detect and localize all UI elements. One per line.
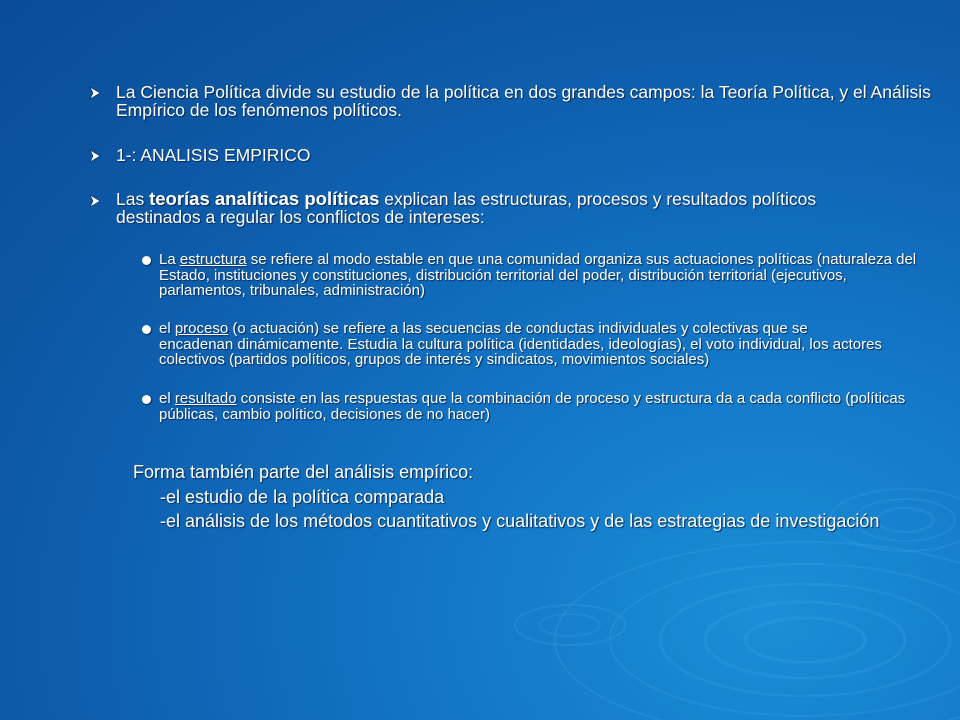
emphasis-text: teorías analíticas políticas <box>149 188 380 209</box>
arrow-bullet-icon <box>87 148 103 164</box>
bullet-1-text: La Ciencia Política divide su estudio de la política en dos grandes campos: la Teoría Política, y el Análisis Empírico de los fenómenos políticos. <box>116 82 931 120</box>
term-resultado: resultado <box>174 390 237 407</box>
dot-bullet-icon <box>142 256 151 265</box>
arrow-bullet-icon <box>87 85 103 101</box>
subbullet-structure: La estructura se refiere al modo estable en que una comunidad organiza sus actuaciones políticas (naturaleza del Estado, instituciones y constituciones, distribución territorial del poder, distribución territorial (ejecutivos, parlamentos, tribunales, administración) <box>159 251 917 299</box>
term-proceso: proceso <box>174 320 229 337</box>
term-estructura: estructura <box>179 251 247 268</box>
dot-bullet-icon <box>142 325 151 334</box>
subbullet-result: el resultado consiste en las respuestas que la combinación de proceso y estructura da a cada conflicto (políticas públicas, cambio político, decisiones de no hacer) <box>159 390 906 423</box>
arrow-bullet-icon <box>87 193 103 209</box>
closing-item-comparative: -el estudio de la política comparada <box>160 487 445 507</box>
subbullet-process: el proceso (o actuación) se refiere a las secuencias de conductas individuales y colectivas que se encadenan dinámicamente. Estudia la cultura política (identidades, ideologías), el voto individual, los actores colectivos (partidos políticos, grupos de interés y sindicatos, movimientos sociales) <box>159 320 882 368</box>
section-heading: 1-: ANALISIS EMPIRICO <box>116 145 311 165</box>
bullet-3-text: Las teorías analíticas políticas explican las estructuras, procesos y resultados políticos destinados a regular los conflictos de intereses: <box>116 188 817 227</box>
dot-bullet-icon <box>142 395 151 404</box>
closing-heading: Forma también parte del análisis empírico: <box>133 462 474 482</box>
closing-item-methods: -el análisis de los métodos cuantitativos y cualitativos y de las estrategias de investigación <box>160 511 880 531</box>
